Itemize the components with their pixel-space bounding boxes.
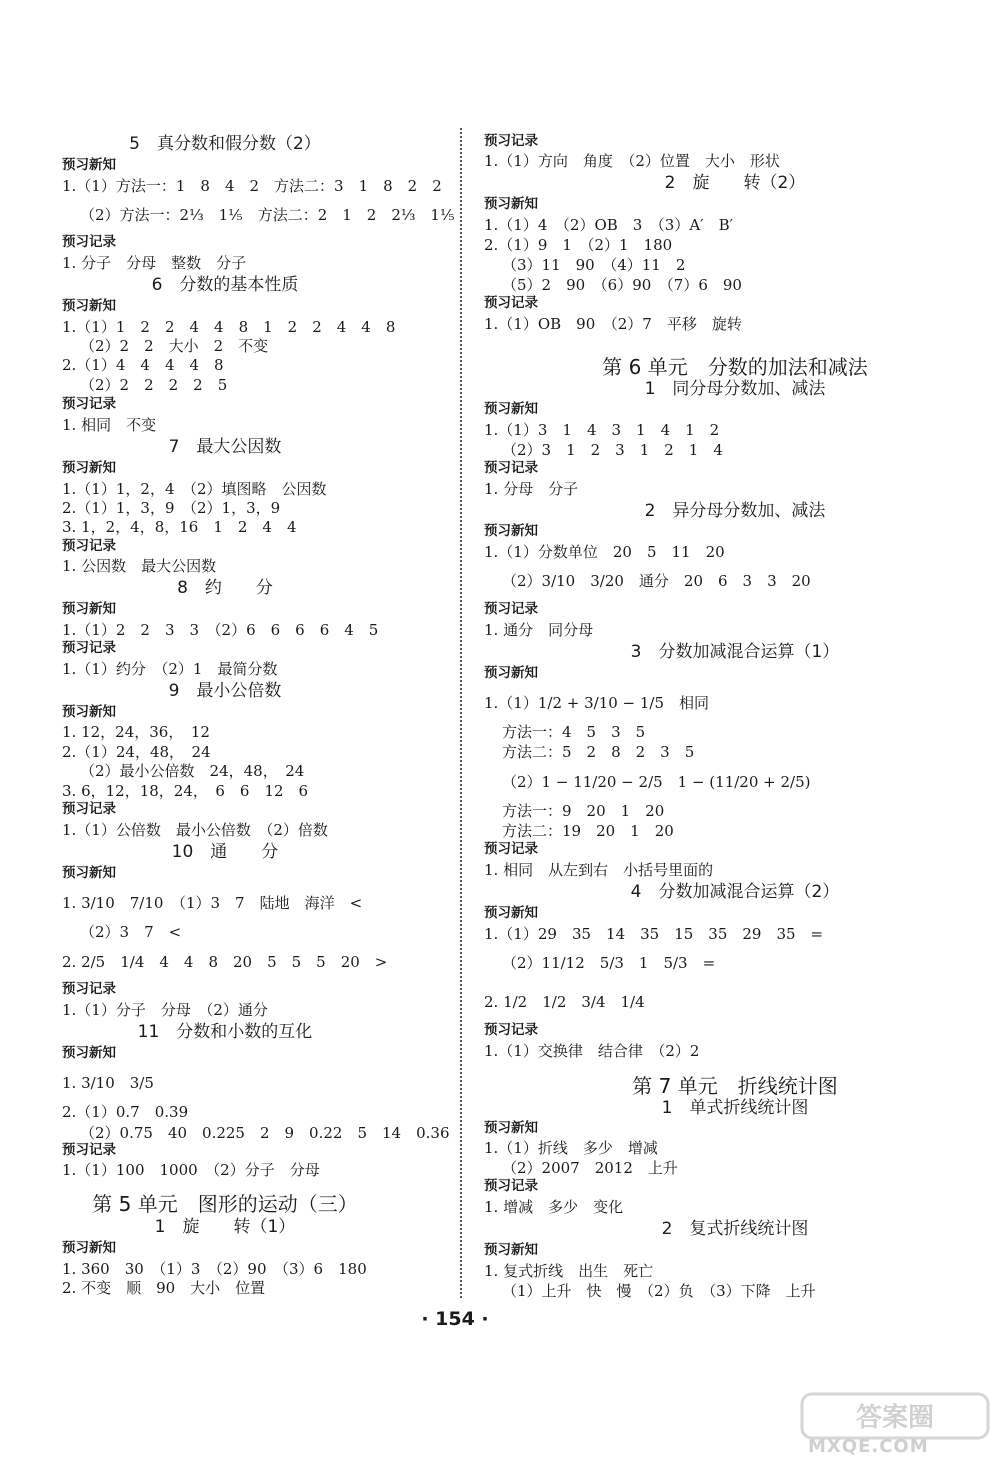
section-heading: 2 异分母分数加、减法 bbox=[644, 501, 826, 521]
answer-line: （2）3 1 2 3 1 2 1 4 bbox=[502, 441, 723, 459]
subsection-label: 预习新知 bbox=[484, 1120, 538, 1136]
answer-line: 1.（1）OB 90 （2）7 平移 旋转 bbox=[484, 315, 742, 333]
answer-line: （2）最小公倍数 24，48， 24 bbox=[80, 762, 305, 780]
answer-line: 2.（1）9 1 （2）1 180 bbox=[484, 236, 673, 254]
subsection-label: 预习记录 bbox=[484, 601, 538, 617]
answer-line: 1. 12，24，36， 12 bbox=[62, 723, 210, 741]
answer-line: 1. 相同 从左到右 小括号里面的 bbox=[484, 861, 714, 879]
answer-line: 1. 增减 多少 变化 bbox=[484, 1198, 624, 1216]
answer-line: 1. 3/10 7/10 （1）3 7 陆地 海洋 < bbox=[62, 894, 363, 912]
svg-text:答案圈: 答案圈 bbox=[855, 1403, 935, 1433]
section-heading: 5 真分数和假分数（2） bbox=[129, 134, 321, 154]
answer-line: 1.（1）方法一：1 8 4 2 方法二：3 1 8 2 2 bbox=[62, 177, 442, 195]
answer-line: （2）3/10 3/20 通分 20 6 3 3 20 bbox=[502, 572, 811, 590]
answer-line: 1.（1）1/2 + 3/10 − 1/5 相同 bbox=[484, 694, 710, 712]
section-heading: 2 复式折线统计图 bbox=[661, 1219, 809, 1239]
answer-line: 2.（1）0.7 0.39 bbox=[62, 1103, 189, 1121]
unit-heading: 第 6 单元 分数的加法和减法 bbox=[602, 355, 868, 379]
answer-line: 1.（1）约分 （2）1 最简分数 bbox=[62, 660, 278, 678]
subsection-label: 预习记录 bbox=[484, 1022, 538, 1038]
answer-line: （2）11/12 5/3 1 5/3 = bbox=[502, 954, 716, 972]
answer-line: 方法一：9 20 1 20 bbox=[502, 802, 665, 820]
answer-line: 1. 公因数 最大公因数 bbox=[62, 557, 217, 575]
answer-line: 1.（1）1 2 2 4 4 8 1 2 2 4 4 8 bbox=[62, 318, 396, 336]
subsection-label: 预习记录 bbox=[62, 1142, 116, 1158]
answer-line: 3. 1，2，4，8，16 1 2 4 4 bbox=[62, 518, 297, 536]
section-heading: 6 分数的基本性质 bbox=[151, 275, 299, 295]
answer-line: 1.（1）方向 角度 （2）位置 大小 形状 bbox=[484, 152, 780, 170]
subsection-label: 预习记录 bbox=[62, 981, 116, 997]
answer-line: （2）2 2 2 2 5 bbox=[80, 376, 228, 394]
answer-line: 1.（1）100 1000 （2）分子 分母 bbox=[62, 1161, 320, 1179]
answer-line: 2.（1）24，48， 24 bbox=[62, 743, 211, 761]
answer-line: （2）2 2 大小 2 不变 bbox=[80, 337, 269, 355]
subsection-label: 预习新知 bbox=[62, 1045, 116, 1061]
page-number: · 154 · bbox=[421, 1308, 489, 1330]
subsection-label: 预习记录 bbox=[62, 640, 116, 656]
answer-line: 2.（1）1，3，9 （2）1，3，9 bbox=[62, 499, 281, 517]
answer-line: 1.（1）29 35 14 35 15 35 29 35 = bbox=[484, 925, 824, 943]
section-heading: 10 通 分 bbox=[171, 842, 279, 862]
subsection-label: 预习新知 bbox=[62, 157, 116, 173]
answer-line: 1.（1）3 1 4 3 1 4 1 2 bbox=[484, 421, 720, 439]
section-heading: 7 最大公因数 bbox=[168, 437, 282, 457]
subsection-label: 预习记录 bbox=[484, 295, 538, 311]
subsection-label: 预习新知 bbox=[62, 865, 116, 881]
answer-line: 1.（1）折线 多少 增减 bbox=[484, 1139, 658, 1157]
subsection-label: 预习记录 bbox=[62, 234, 116, 250]
answer-line: 2. 不变 顺 90 大小 位置 bbox=[62, 1279, 266, 1297]
subsection-label: 预习记录 bbox=[484, 1178, 538, 1194]
section-heading: 1 旋 转（1） bbox=[154, 1217, 296, 1237]
answer-line: 1.（1）公倍数 最小公倍数 （2）倍数 bbox=[62, 821, 328, 839]
subsection-label: 预习新知 bbox=[62, 704, 116, 720]
section-heading: 4 分数加减混合运算（2） bbox=[630, 882, 840, 902]
answer-line: （2）方法一：2⅓ 1⅕ 方法二：2 1 2 2⅓ 1⅕ bbox=[80, 206, 455, 224]
section-heading: 9 最小公倍数 bbox=[168, 681, 282, 701]
section-heading: 3 分数加减混合运算（1） bbox=[630, 642, 840, 662]
subsection-label: 预习记录 bbox=[484, 841, 538, 857]
answer-line: 1. 3/10 3/5 bbox=[62, 1074, 154, 1092]
subsection-label: 预习新知 bbox=[484, 196, 538, 212]
section-heading: 11 分数和小数的互化 bbox=[137, 1022, 313, 1042]
answer-line: 1.（1）分子 分母 （2）通分 bbox=[62, 1001, 268, 1019]
subsection-label: 预习新知 bbox=[62, 1240, 116, 1256]
answer-line: 3. 6，12，18，24， 6 6 12 6 bbox=[62, 782, 309, 800]
answer-line: （2）3 7 < bbox=[80, 923, 182, 941]
answer-line: （1）上升 快 慢 （2）负 （3）下降 上升 bbox=[502, 1282, 816, 1300]
section-heading: 2 旋 转（2） bbox=[664, 173, 806, 193]
answer-line: 方法二：5 2 8 2 3 5 bbox=[502, 743, 695, 761]
answer-line: （2）0.75 40 0.225 2 9 0.22 5 14 0.36 bbox=[80, 1124, 450, 1142]
answer-line: 2. 1/2 1/2 3/4 1/4 bbox=[484, 993, 645, 1011]
answer-line: 1. 复式折线 出生 死亡 bbox=[484, 1262, 654, 1280]
answer-line: （2）1 − 11/20 − 2/5 1 − (11/20 + 2/5) bbox=[502, 773, 811, 791]
section-heading: 1 单式折线统计图 bbox=[661, 1098, 809, 1118]
answer-line: 1.（1）1，2，4 （2）填图略 公因数 bbox=[62, 480, 327, 498]
subsection-label: 预习新知 bbox=[484, 523, 538, 539]
subsection-label: 预习记录 bbox=[62, 538, 116, 554]
answer-line: 1. 通分 同分母 bbox=[484, 621, 594, 639]
answer-line: （2）2007 2012 上升 bbox=[502, 1159, 678, 1177]
watermark-text: MXQE.COM bbox=[808, 1436, 929, 1457]
subsection-label: 预习新知 bbox=[484, 665, 538, 681]
answer-line: （3）11 90 （4）11 2 bbox=[502, 256, 686, 274]
answer-line: 1.（1）4 （2）OB 3 （3）A′ B′ bbox=[484, 216, 734, 234]
column-divider bbox=[460, 128, 462, 1298]
subsection-label: 预习记录 bbox=[62, 396, 116, 412]
answer-line: 2. 2/5 1/4 4 4 8 20 5 5 5 20 > bbox=[62, 953, 388, 971]
subsection-label: 预习新知 bbox=[484, 1242, 538, 1258]
unit-heading: 第 5 单元 图形的运动（三） bbox=[92, 1192, 358, 1216]
subsection-label: 预习新知 bbox=[484, 905, 538, 921]
unit-heading: 第 7 单元 折线统计图 bbox=[632, 1074, 838, 1098]
subsection-label: 预习新知 bbox=[484, 401, 538, 417]
subsection-label: 预习记录 bbox=[484, 133, 538, 149]
subsection-label: 预习新知 bbox=[62, 460, 116, 476]
section-heading: 1 同分母分数加、减法 bbox=[644, 379, 826, 399]
subsection-label: 预习记录 bbox=[62, 801, 116, 817]
answer-line: 方法一：4 5 3 5 bbox=[502, 723, 646, 741]
answer-line: 1. 分子 分母 整数 分子 bbox=[62, 254, 247, 272]
subsection-label: 预习新知 bbox=[62, 298, 116, 314]
answer-line: 1.（1）分数单位 20 5 11 20 bbox=[484, 543, 725, 561]
subsection-label: 预习记录 bbox=[484, 460, 538, 476]
answer-line: 1.（1）2 2 3 3 （2）6 6 6 6 4 5 bbox=[62, 621, 379, 639]
answer-line: 1.（1）交换律 结合律 （2）2 bbox=[484, 1042, 700, 1060]
answer-line: 方法二：19 20 1 20 bbox=[502, 822, 674, 840]
answer-line: 1. 相同 不变 bbox=[62, 416, 157, 434]
subsection-label: 预习新知 bbox=[62, 601, 116, 617]
answer-line: 1. 分母 分子 bbox=[484, 480, 579, 498]
answer-line: （5）2 90 （6）90 （7）6 90 bbox=[502, 276, 742, 294]
answer-line: 1. 360 30 （1）3 （2）90 （3）6 180 bbox=[62, 1260, 367, 1278]
answer-line: 2.（1）4 4 4 4 8 bbox=[62, 356, 224, 374]
section-heading: 8 约 分 bbox=[177, 578, 273, 598]
